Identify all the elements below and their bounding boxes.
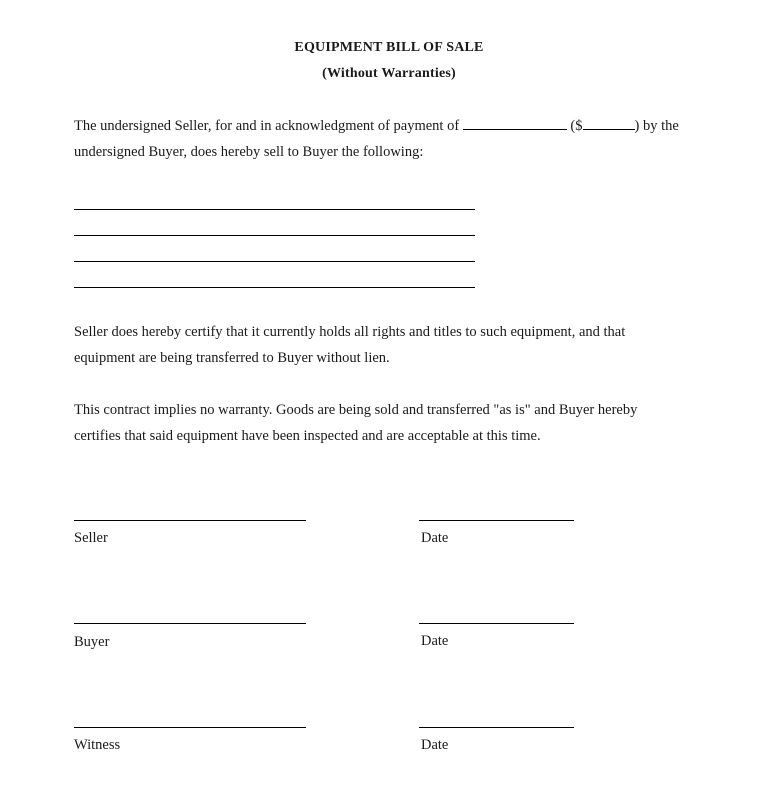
seller-date-label: Date bbox=[421, 530, 449, 546]
intro-text-part3: ) by the bbox=[634, 118, 679, 134]
intro-paragraph bbox=[74, 113, 684, 165]
payment-amount-blank[interactable] bbox=[463, 115, 567, 130]
certify-paragraph: Seller does hereby certify that it currently holds all rights and titles to such equipment, and that equipment are being transferred to Buyer without lien. bbox=[74, 324, 626, 366]
document-subtitle: (Without Warranties) bbox=[322, 66, 456, 81]
warranty-paragraph: This contract implies no warranty. Goods are being sold and transferred "as is" and Buyer hereby certifies that said equipment have been inspected and are acceptable at this time. bbox=[74, 402, 638, 444]
equipment-line-3[interactable] bbox=[74, 261, 475, 262]
intro-text-part2: ($ bbox=[570, 118, 583, 134]
witness-signature-line[interactable] bbox=[74, 727, 306, 728]
witness-date-label: Date bbox=[421, 737, 449, 753]
seller-signature-line[interactable] bbox=[74, 520, 306, 521]
equipment-line-4[interactable] bbox=[74, 287, 475, 288]
equipment-line-2[interactable] bbox=[74, 235, 475, 236]
equipment-line-1[interactable] bbox=[74, 209, 475, 210]
witness-date-line[interactable] bbox=[419, 727, 574, 728]
buyer-label: Buyer bbox=[74, 634, 110, 650]
seller-label: Seller bbox=[74, 530, 108, 546]
buyer-date-label: Date bbox=[421, 633, 449, 649]
buyer-signature-line[interactable] bbox=[74, 623, 306, 624]
document-title: EQUIPMENT BILL OF SALE bbox=[294, 40, 484, 55]
buyer-date-line[interactable] bbox=[419, 623, 574, 624]
witness-label: Witness bbox=[74, 737, 121, 753]
intro-text-line2: undersigned Buyer, does hereby sell to Buyer the following: bbox=[74, 144, 424, 160]
intro-text-part1: The undersigned Seller, for and in acknowledgment of payment of bbox=[74, 118, 460, 134]
payment-dollar-blank[interactable] bbox=[583, 115, 635, 130]
seller-date-line[interactable] bbox=[419, 520, 574, 521]
